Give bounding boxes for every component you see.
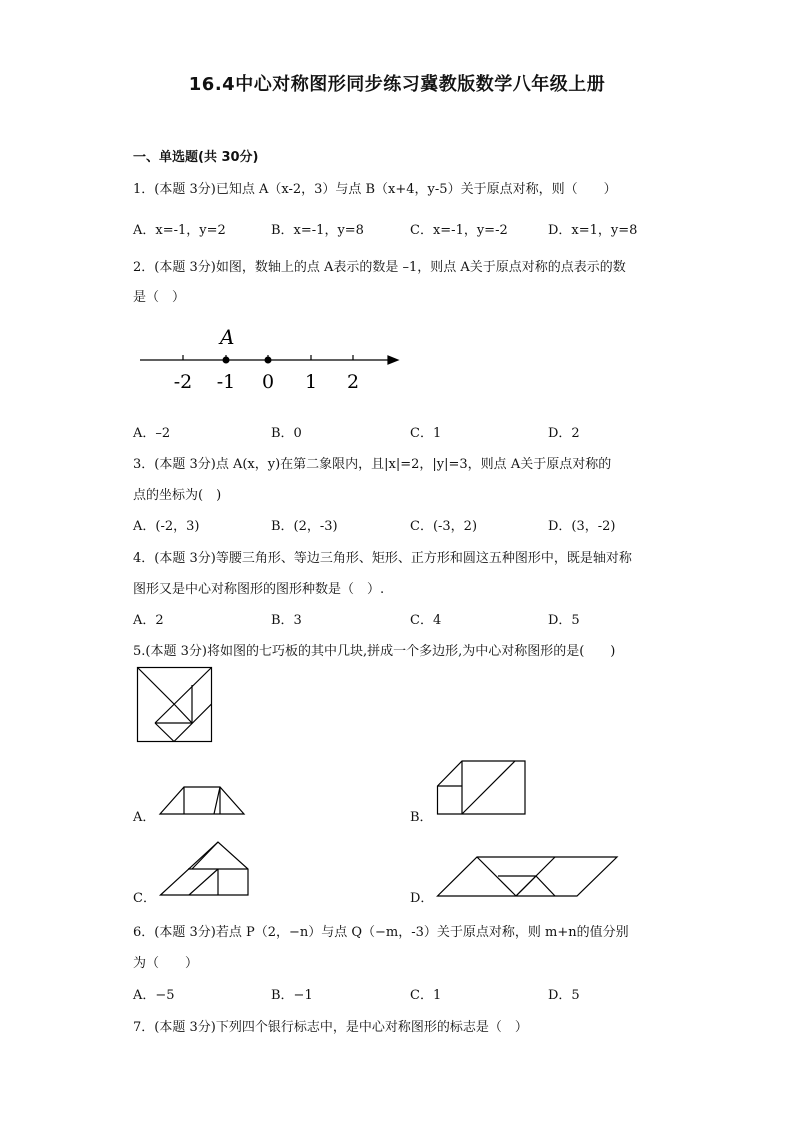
q3-option-a[interactable]: A．(-2，3) bbox=[133, 519, 200, 534]
q3-stem-line1: 3．(本题 3分)点 A(x，y)在第二象限内，且|x|=2，|y|=3，则点 A关于原点对称的 bbox=[133, 457, 612, 472]
q4-option-c[interactable]: C．4 bbox=[410, 613, 442, 628]
piece-edge bbox=[536, 876, 555, 896]
point-a-dot bbox=[223, 357, 230, 364]
q5-option-b-figure[interactable] bbox=[437, 760, 527, 816]
q4-option-b[interactable]: B．3 bbox=[271, 613, 302, 628]
q6-option-a[interactable]: A．−5 bbox=[133, 988, 175, 1003]
piece-edge bbox=[462, 761, 515, 814]
piece-edge bbox=[516, 876, 536, 896]
tick-label: 1 bbox=[304, 371, 318, 393]
q3-stem-line2: 点的坐标为( ) bbox=[133, 488, 222, 503]
q3-option-c[interactable]: C．(-3，2) bbox=[410, 519, 478, 534]
q5-option-c-label[interactable]: C． bbox=[133, 891, 156, 906]
tangram-edge bbox=[138, 668, 175, 705]
piece-edge bbox=[189, 869, 218, 895]
q4-option-a[interactable]: A．2 bbox=[133, 613, 164, 628]
tick-label: -2 bbox=[173, 371, 193, 393]
q5-option-d-figure[interactable] bbox=[437, 856, 619, 898]
q5-option-a-label[interactable]: A． bbox=[133, 810, 156, 825]
q6-stem-line1: 6．(本题 3分)若点 P（2，−n）与点 Q（−m，-3）关于原点对称，则 m+n的值分别 bbox=[133, 925, 629, 940]
q5-stem: 5.(本题 3分)将如图的七巧板的其中几块,拼成一个多边形,为中心对称图形的是( ) bbox=[133, 644, 616, 659]
piece-edge bbox=[214, 787, 220, 814]
q5-option-d-label[interactable]: D． bbox=[410, 891, 434, 906]
q1-option-b[interactable]: B．x=-1，y=8 bbox=[271, 223, 364, 238]
point-a-label: A bbox=[220, 325, 235, 349]
tangram-square-figure bbox=[137, 667, 213, 743]
q6-option-b[interactable]: B．−1 bbox=[271, 988, 313, 1003]
q5-option-b-label[interactable]: B． bbox=[410, 810, 433, 825]
q1-option-c[interactable]: C．x=-1，y=-2 bbox=[410, 223, 508, 238]
section-heading: 一、单选题(共 30分) bbox=[133, 150, 259, 165]
q6-option-c[interactable]: C．1 bbox=[410, 988, 442, 1003]
q2-option-c[interactable]: C．1 bbox=[410, 426, 442, 441]
q6-stem-line2: 为（ ） bbox=[133, 956, 199, 971]
q5-option-a-figure[interactable] bbox=[160, 786, 246, 816]
origin-dot bbox=[265, 357, 272, 364]
q5-option-c-figure[interactable] bbox=[160, 841, 250, 897]
tangram-edge bbox=[155, 723, 174, 742]
q1-stem: 1．(本题 3分)已知点 A（x-2，3）与点 B（x+4，y-5）关于原点对称，则（ ） bbox=[133, 182, 617, 197]
q2-option-b[interactable]: B．0 bbox=[271, 426, 302, 441]
q6-option-d[interactable]: D．5 bbox=[548, 988, 580, 1003]
tangram-edge bbox=[155, 668, 212, 724]
q4-option-d[interactable]: D．5 bbox=[548, 613, 580, 628]
trapezoid-outline bbox=[160, 787, 244, 814]
axis-arrow-icon bbox=[388, 356, 398, 364]
q3-option-d[interactable]: D．(3，-2) bbox=[548, 519, 616, 534]
tick-label: 0 bbox=[261, 371, 275, 393]
tangram-edge bbox=[174, 704, 192, 723]
tick-label: -1 bbox=[216, 371, 236, 393]
q2-option-a[interactable]: A．–2 bbox=[133, 426, 171, 441]
q3-option-b[interactable]: B．(2，-3) bbox=[271, 519, 338, 534]
tick-label: 2 bbox=[346, 371, 360, 393]
q7-stem: 7．(本题 3分)下列四个银行标志中，是中心对称图形的标志是（ ） bbox=[133, 1020, 528, 1035]
q2-option-d[interactable]: D．2 bbox=[548, 426, 580, 441]
pentagon-outline bbox=[438, 761, 526, 814]
q1-option-d[interactable]: D．x=1，y=8 bbox=[548, 223, 638, 238]
page-title: 16.4中心对称图形同步练习冀教版数学八年级上册 bbox=[188, 74, 606, 95]
q1-option-a[interactable]: A．x=-1，y=2 bbox=[133, 223, 226, 238]
number-line-figure bbox=[140, 320, 410, 400]
piece-edge bbox=[192, 842, 218, 869]
q2-stem-line1: 2．(本题 3分)如图，数轴上的点 A表示的数是 –1，则点 A关于原点对称的点表示的数 bbox=[133, 260, 626, 275]
q4-stem-line1: 4．(本题 3分)等腰三角形、等边三角形、矩形、正方形和圆这五种图形中，既是轴对称 bbox=[133, 551, 632, 566]
q2-stem-line2: 是（ ） bbox=[133, 290, 186, 305]
q4-stem-line2: 图形又是中心对称图形的图形种数是（ ）. bbox=[133, 582, 385, 597]
